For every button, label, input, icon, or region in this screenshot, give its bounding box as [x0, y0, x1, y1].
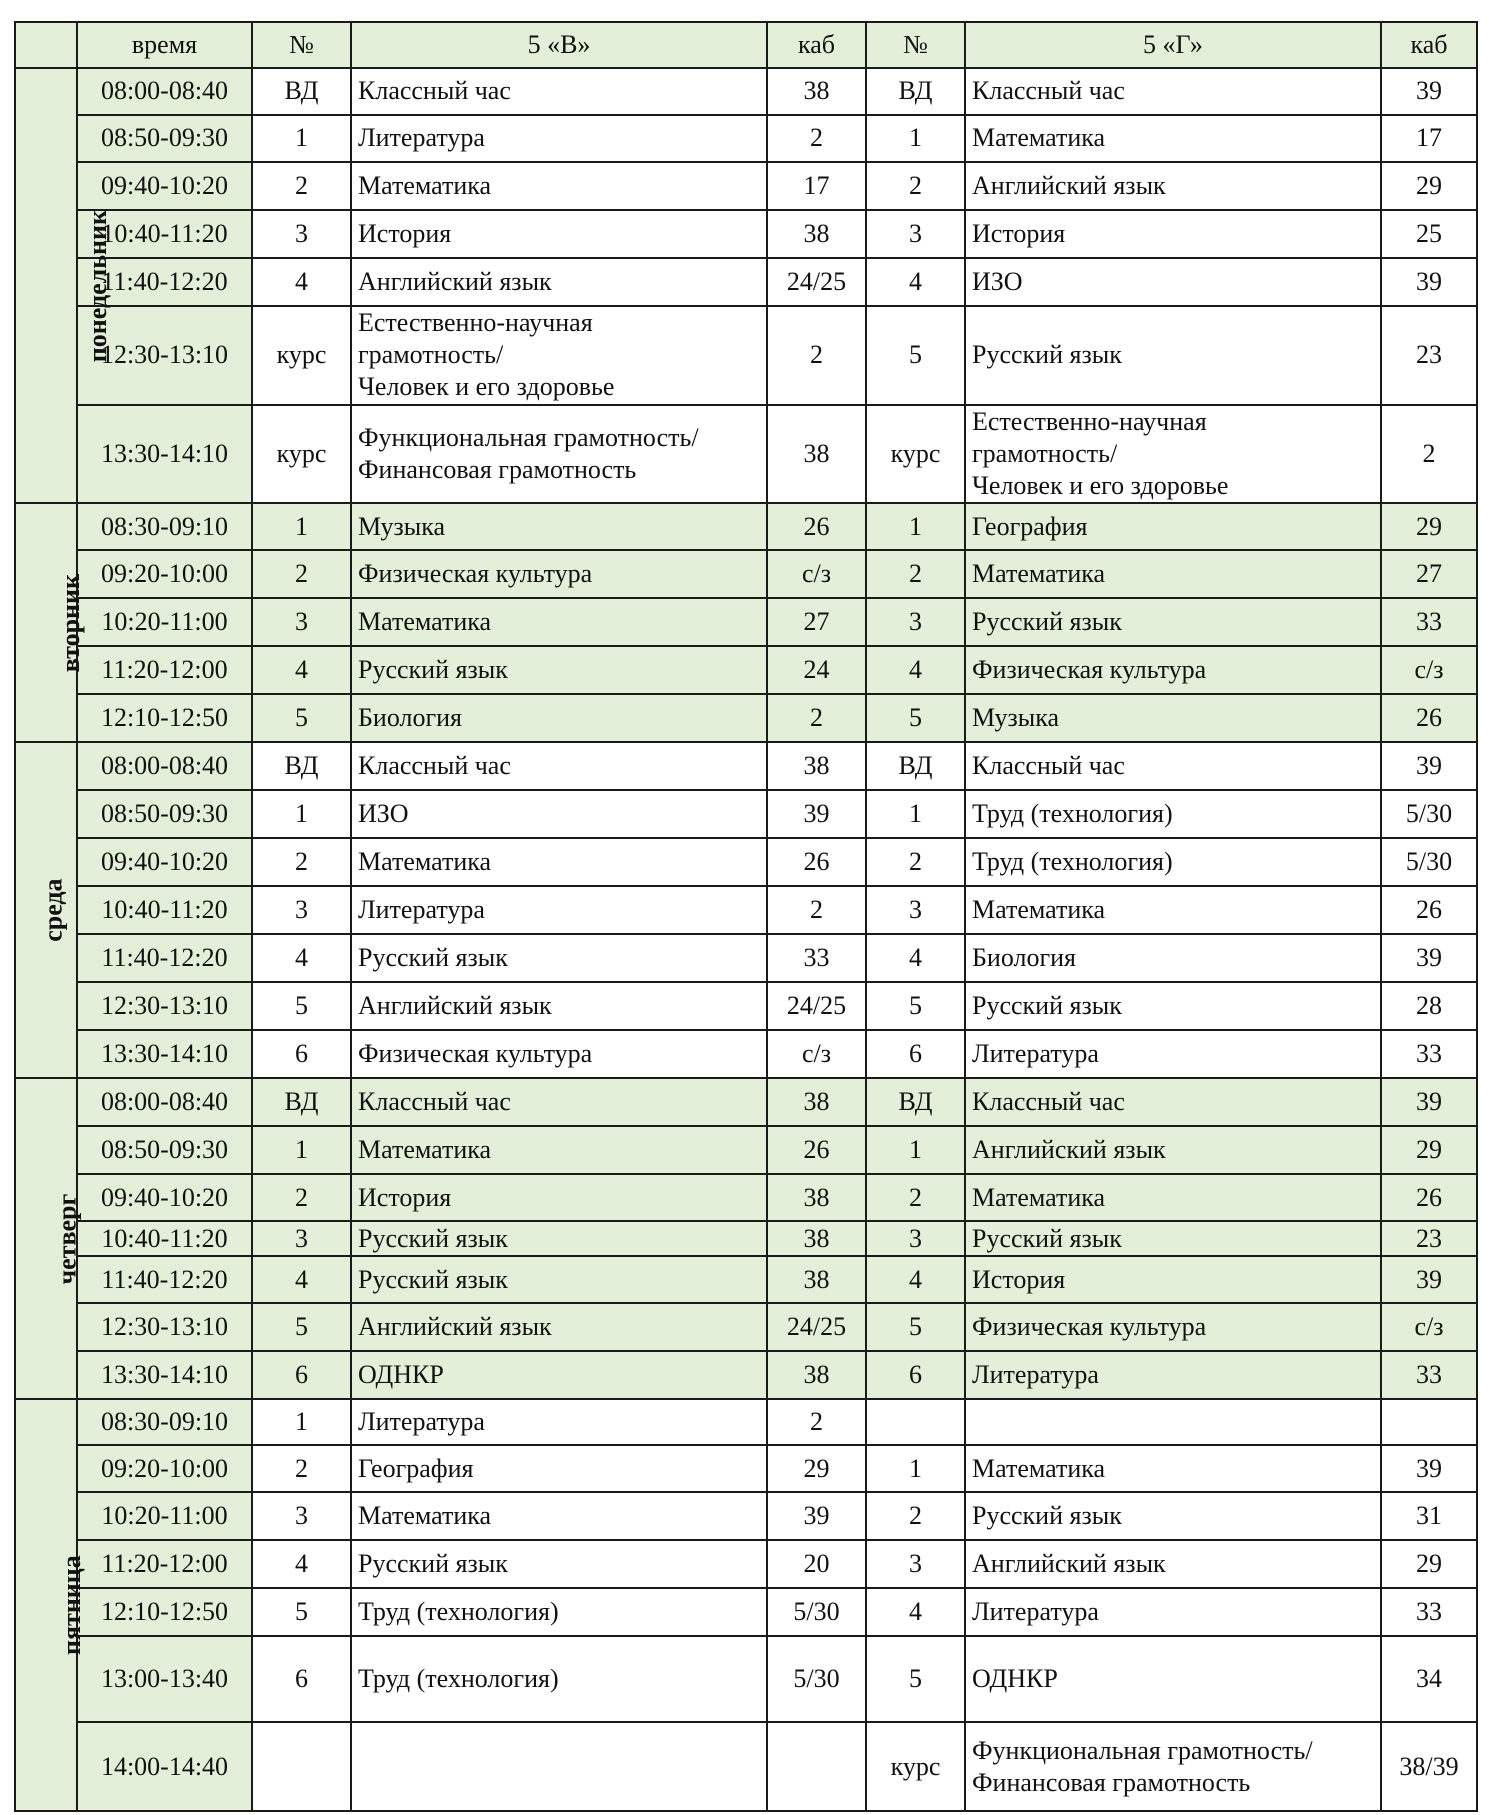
lesson-number-5v: 6: [252, 1351, 351, 1399]
time-cell: 09:40-10:20: [77, 162, 252, 210]
table-row: [15, 1492, 1477, 1540]
subject-line: Финансовая грамотность: [358, 455, 637, 485]
room-5v: 38: [767, 405, 866, 504]
subject-5v: ОДНКР: [351, 1351, 767, 1399]
header-kab-5v: каб: [767, 22, 866, 68]
lesson-number-5g: 1: [866, 1445, 965, 1492]
day-cell: [15, 68, 112, 503]
subject-5v: Русский язык: [351, 1540, 767, 1588]
time-cell: 10:40-11:20: [77, 210, 252, 258]
subject-5g: Математика: [965, 886, 1381, 934]
lesson-number-5g: 2: [866, 838, 965, 886]
room-5v: 38: [767, 1256, 866, 1303]
room-5v: 24: [767, 646, 866, 694]
lesson-number-5g: 4: [866, 258, 965, 306]
room-5v: 2: [767, 306, 866, 405]
table-row: [15, 1722, 1477, 1811]
subject-line: Финансовая грамотность: [972, 1767, 1251, 1797]
lesson-number-5v: ВД: [252, 1078, 351, 1126]
subject-5v: Английский язык: [351, 1303, 767, 1351]
lesson-number-5v: ВД: [252, 742, 351, 790]
subject-5g: Математика: [965, 550, 1381, 598]
subject-5v: [351, 306, 767, 405]
day-cell: [15, 1399, 86, 1811]
lesson-number-5v: 4: [252, 258, 351, 306]
subject-5v: [351, 405, 767, 504]
room-5v: 26: [767, 838, 866, 886]
lesson-number-5v: 5: [252, 694, 351, 742]
room-5v: 26: [767, 1126, 866, 1174]
lesson-number-5g: 4: [866, 646, 965, 694]
room-5g: 33: [1381, 598, 1477, 646]
room-5g: 39: [1381, 68, 1477, 115]
subject-5v: Литература: [351, 115, 767, 162]
room-5g: 5/30: [1381, 790, 1477, 838]
lesson-number-5v: 6: [252, 1636, 351, 1722]
room-5g: 29: [1381, 1540, 1477, 1588]
room-5g: 25: [1381, 210, 1477, 258]
table-row: [15, 886, 1477, 934]
lesson-number-5g: ВД: [866, 68, 965, 115]
subject-5v: История: [351, 210, 767, 258]
header-kab-5g: каб: [1381, 22, 1477, 68]
time-cell: 13:00-13:40: [77, 1636, 252, 1722]
lesson-number-5v: 4: [252, 646, 351, 694]
room-5g: 5/30: [1381, 838, 1477, 886]
subject-5g: [965, 1399, 1381, 1445]
time-cell: 08:30-09:10: [77, 1399, 252, 1445]
room-5g: 28: [1381, 982, 1477, 1030]
subject-5v: Русский язык: [351, 934, 767, 982]
room-5g: 38/39: [1381, 1722, 1477, 1811]
lesson-number-5g: 5: [866, 694, 965, 742]
subject-5g: Физическая культура: [965, 646, 1381, 694]
subject-5v: Литература: [351, 1399, 767, 1445]
subject-line: грамотность/: [972, 438, 1118, 468]
subject-5g: Английский язык: [965, 1126, 1381, 1174]
subject-5g: ИЗО: [965, 258, 1381, 306]
subject-5v: ИЗО: [351, 790, 767, 838]
subject-line: Естественно-научная: [972, 406, 1207, 436]
lesson-number-5g: 2: [866, 162, 965, 210]
time-cell: 12:10-12:50: [77, 694, 252, 742]
lesson-number-5g: 2: [866, 1174, 965, 1221]
table-row: [15, 1399, 1477, 1445]
table-row: [15, 115, 1477, 162]
subject-5g: История: [965, 1256, 1381, 1303]
lesson-number-5g: 3: [866, 1221, 965, 1256]
lesson-number-5v: 4: [252, 934, 351, 982]
room-5v: с/з: [767, 550, 866, 598]
room-5g: [1381, 1399, 1477, 1445]
lesson-number-5g: 4: [866, 934, 965, 982]
room-5g: 29: [1381, 162, 1477, 210]
room-5v: 38: [767, 68, 866, 115]
header-class-5v: 5 «В»: [351, 22, 767, 68]
subject-5g: Труд (технология): [965, 790, 1381, 838]
room-5v: 38: [767, 1174, 866, 1221]
schedule-table: [14, 21, 1478, 1812]
subject-5v: Физическая культура: [351, 1030, 767, 1078]
subject-5v: Музыка: [351, 503, 767, 550]
subject-5v: Литература: [351, 886, 767, 934]
subject-line: Человек и его здоровье: [972, 471, 1229, 501]
room-5g: 39: [1381, 934, 1477, 982]
subject-5g: Математика: [965, 1174, 1381, 1221]
table-row: [15, 1221, 1477, 1256]
room-5g: 26: [1381, 886, 1477, 934]
subject-5g: Классный час: [965, 68, 1381, 115]
lesson-number-5g: 2: [866, 550, 965, 598]
table-row: [15, 1540, 1477, 1588]
subject-5g: Классный час: [965, 742, 1381, 790]
subject-5g: [965, 405, 1381, 504]
lesson-number-5v: 2: [252, 1174, 351, 1221]
room-5v: 20: [767, 1540, 866, 1588]
room-5v: 24/25: [767, 258, 866, 306]
room-5v: 29: [767, 1445, 866, 1492]
time-cell: 12:30-13:10: [77, 1303, 252, 1351]
table-row: [15, 598, 1477, 646]
time-cell: 08:50-09:30: [77, 115, 252, 162]
time-cell: 09:20-10:00: [77, 550, 252, 598]
lesson-number-5v: 4: [252, 1256, 351, 1303]
room-5v: 38: [767, 1221, 866, 1256]
time-cell: 13:30-14:10: [77, 1030, 252, 1078]
subject-5v: Биология: [351, 694, 767, 742]
table-row: [15, 1126, 1477, 1174]
subject-5v: Английский язык: [351, 258, 767, 306]
subject-5v: Русский язык: [351, 1221, 767, 1256]
subject-5g: Русский язык: [965, 1492, 1381, 1540]
time-cell: 10:20-11:00: [77, 598, 252, 646]
day-label: среда: [38, 878, 68, 943]
lesson-number-5g: 3: [866, 210, 965, 258]
subject-5g: Русский язык: [965, 982, 1381, 1030]
table-row: [15, 1303, 1477, 1351]
room-5g: с/з: [1381, 646, 1477, 694]
lesson-number-5v: 5: [252, 1303, 351, 1351]
subject-5v: Труд (технология): [351, 1636, 767, 1722]
subject-5g: Английский язык: [965, 1540, 1381, 1588]
day-label: четверг: [52, 1193, 82, 1285]
lesson-number-5g: 4: [866, 1256, 965, 1303]
day-cell: [15, 503, 85, 742]
time-cell: 08:50-09:30: [77, 790, 252, 838]
header-num-5v: №: [252, 22, 351, 68]
time-cell: 08:00-08:40: [77, 742, 252, 790]
time-cell: 10:40-11:20: [77, 1221, 252, 1256]
lesson-number-5g: 1: [866, 1126, 965, 1174]
room-5g: 23: [1381, 1221, 1477, 1256]
lesson-number-5v: 1: [252, 1399, 351, 1445]
table-row: [15, 550, 1477, 598]
time-cell: 13:30-14:10: [77, 1351, 252, 1399]
room-5v: 39: [767, 790, 866, 838]
table-row: [15, 1078, 1477, 1126]
subject-line: Функциональная грамотность/: [972, 1735, 1313, 1765]
lesson-number-5v: 1: [252, 115, 351, 162]
lesson-number-5v: 2: [252, 550, 351, 598]
subject-5g: [965, 1722, 1381, 1811]
lesson-number-5g: 1: [866, 503, 965, 550]
room-5g: 33: [1381, 1351, 1477, 1399]
room-5v: 27: [767, 598, 866, 646]
room-5v: 26: [767, 503, 866, 550]
room-5g: 39: [1381, 1078, 1477, 1126]
table-row: [15, 646, 1477, 694]
table-row: [15, 934, 1477, 982]
table-row: [15, 503, 1477, 550]
table-row: [15, 405, 1477, 504]
room-5v: 39: [767, 1492, 866, 1540]
room-5v: 5/30: [767, 1588, 866, 1636]
subject-5v: Английский язык: [351, 982, 767, 1030]
room-5g: 33: [1381, 1588, 1477, 1636]
day-label: пятница: [56, 1555, 86, 1656]
lesson-number-5v: курс: [252, 405, 351, 504]
lesson-number-5v: 3: [252, 886, 351, 934]
subject-5g: Математика: [965, 1445, 1381, 1492]
lesson-number-5g: 5: [866, 1303, 965, 1351]
day-label: вторник: [56, 573, 85, 673]
lesson-number-5g: 1: [866, 790, 965, 838]
time-cell: 11:40-12:20: [77, 934, 252, 982]
subject-line: грамотность/: [358, 340, 504, 370]
lesson-number-5v: 3: [252, 1492, 351, 1540]
lesson-number-5g: 3: [866, 886, 965, 934]
subject-5g: Биология: [965, 934, 1381, 982]
lesson-number-5g: 4: [866, 1588, 965, 1636]
table-row: [15, 162, 1477, 210]
lesson-number-5v: 3: [252, 210, 351, 258]
subject-5g: Литература: [965, 1351, 1381, 1399]
room-5g: 26: [1381, 694, 1477, 742]
subject-5v: Классный час: [351, 68, 767, 115]
subject-5v: Математика: [351, 598, 767, 646]
lesson-number-5g: 6: [866, 1351, 965, 1399]
time-cell: 14:00-14:40: [77, 1722, 252, 1811]
room-5g: 33: [1381, 1030, 1477, 1078]
day-cell: [15, 1078, 82, 1399]
time-cell: 09:40-10:20: [77, 1174, 252, 1221]
lesson-number-5v: ВД: [252, 68, 351, 115]
time-cell: 10:20-11:00: [77, 1492, 252, 1540]
lesson-number-5g: 5: [866, 1636, 965, 1722]
lesson-number-5v: 2: [252, 1445, 351, 1492]
time-cell: 11:40-12:20: [77, 1256, 252, 1303]
subject-5v: Физическая культура: [351, 550, 767, 598]
room-5g: 2: [1381, 405, 1477, 504]
room-5v: 2: [767, 115, 866, 162]
lesson-number-5v: 1: [252, 503, 351, 550]
lesson-number-5v: [252, 1722, 351, 1811]
table-row: [15, 1174, 1477, 1221]
lesson-number-5g: 2: [866, 1492, 965, 1540]
time-cell: 12:30-13:10: [77, 306, 252, 405]
room-5g: 26: [1381, 1174, 1477, 1221]
subject-5g: Музыка: [965, 694, 1381, 742]
subject-5g: Труд (технология): [965, 838, 1381, 886]
subject-5v: История: [351, 1174, 767, 1221]
lesson-number-5g: 5: [866, 982, 965, 1030]
subject-5v: Русский язык: [351, 646, 767, 694]
subject-5g: Физическая культура: [965, 1303, 1381, 1351]
subject-5g: Классный час: [965, 1078, 1381, 1126]
room-5g: 31: [1381, 1492, 1477, 1540]
table-row: [15, 790, 1477, 838]
subject-5v: Математика: [351, 838, 767, 886]
room-5g: 34: [1381, 1636, 1477, 1722]
room-5g: 29: [1381, 503, 1477, 550]
table-row: [15, 1445, 1477, 1492]
subject-5v: Математика: [351, 1126, 767, 1174]
table-row: [15, 1030, 1477, 1078]
subject-5g: Русский язык: [965, 306, 1381, 405]
subject-5g: История: [965, 210, 1381, 258]
time-cell: 10:40-11:20: [77, 886, 252, 934]
subject-5g: Английский язык: [965, 162, 1381, 210]
room-5v: 5/30: [767, 1636, 866, 1722]
room-5g: 27: [1381, 550, 1477, 598]
header-time: время: [77, 22, 252, 68]
room-5v: 24/25: [767, 982, 866, 1030]
lesson-number-5g: курс: [866, 1722, 965, 1811]
lesson-number-5v: курс: [252, 306, 351, 405]
time-cell: 08:30-09:10: [77, 503, 252, 550]
subject-5v: Классный час: [351, 1078, 767, 1126]
lesson-number-5v: 1: [252, 790, 351, 838]
time-cell: 08:50-09:30: [77, 1126, 252, 1174]
subject-5g: Литература: [965, 1588, 1381, 1636]
subject-line: Функциональная грамотность/: [358, 422, 699, 452]
subject-5g: Русский язык: [965, 598, 1381, 646]
subject-5v: [351, 1722, 767, 1811]
subject-5g: Русский язык: [965, 1221, 1381, 1256]
lesson-number-5v: 2: [252, 162, 351, 210]
table-row: [15, 742, 1477, 790]
table-row: [15, 838, 1477, 886]
room-5v: 38: [767, 1351, 866, 1399]
room-5v: с/з: [767, 1030, 866, 1078]
time-cell: 12:10-12:50: [77, 1588, 252, 1636]
subject-5v: Русский язык: [351, 1256, 767, 1303]
room-5v: 2: [767, 886, 866, 934]
time-cell: 08:00-08:40: [77, 68, 252, 115]
lesson-number-5v: 1: [252, 1126, 351, 1174]
room-5v: 38: [767, 742, 866, 790]
room-5g: 29: [1381, 1126, 1477, 1174]
day-label: понедельник: [82, 209, 112, 362]
time-cell: 13:30-14:10: [77, 405, 252, 504]
table-row: [15, 306, 1477, 405]
table-row: [15, 694, 1477, 742]
subject-5g: География: [965, 503, 1381, 550]
room-5v: 33: [767, 934, 866, 982]
lesson-number-5v: 3: [252, 1221, 351, 1256]
lesson-number-5g: 5: [866, 306, 965, 405]
subject-5v: Математика: [351, 162, 767, 210]
subject-5g: Литература: [965, 1030, 1381, 1078]
schedule-body: [15, 68, 1477, 1811]
room-5v: 17: [767, 162, 866, 210]
room-5v: 2: [767, 1399, 866, 1445]
lesson-number-5g: ВД: [866, 1078, 965, 1126]
time-cell: 11:20-12:00: [77, 646, 252, 694]
lesson-number-5g: 1: [866, 115, 965, 162]
subject-5v: Классный час: [351, 742, 767, 790]
table-row: [15, 1588, 1477, 1636]
room-5g: 23: [1381, 306, 1477, 405]
lesson-number-5g: 6: [866, 1030, 965, 1078]
table-row: [15, 1636, 1477, 1722]
room-5v: 38: [767, 210, 866, 258]
header-class-5g: 5 «Г»: [965, 22, 1381, 68]
lesson-number-5g: 3: [866, 598, 965, 646]
header-num-5g: №: [866, 22, 965, 68]
table-row: [15, 982, 1477, 1030]
time-cell: 09:40-10:20: [77, 838, 252, 886]
time-cell: 08:00-08:40: [77, 1078, 252, 1126]
table-row: [15, 258, 1477, 306]
lesson-number-5v: 4: [252, 1540, 351, 1588]
room-5g: 39: [1381, 1445, 1477, 1492]
lesson-number-5v: 2: [252, 838, 351, 886]
table-row: [15, 1256, 1477, 1303]
time-cell: 11:40-12:20: [77, 258, 252, 306]
lesson-number-5g: курс: [866, 405, 965, 504]
table-row: [15, 210, 1477, 258]
lesson-number-5g: [866, 1399, 965, 1445]
lesson-number-5v: 3: [252, 598, 351, 646]
room-5v: 2: [767, 694, 866, 742]
day-cell: [15, 742, 77, 1078]
subject-5g: ОДНКР: [965, 1636, 1381, 1722]
room-5v: [767, 1722, 866, 1811]
lesson-number-5v: 5: [252, 1588, 351, 1636]
subject-5v: Математика: [351, 1492, 767, 1540]
header-row: [15, 22, 1477, 68]
lesson-number-5g: ВД: [866, 742, 965, 790]
subject-line: Человек и его здоровье: [358, 372, 615, 402]
subject-5v: География: [351, 1445, 767, 1492]
room-5g: 17: [1381, 115, 1477, 162]
room-5g: 39: [1381, 742, 1477, 790]
table-row: [15, 1351, 1477, 1399]
lesson-number-5v: 5: [252, 982, 351, 1030]
time-cell: 09:20-10:00: [77, 1445, 252, 1492]
lesson-number-5g: 3: [866, 1540, 965, 1588]
header-corner: [15, 22, 77, 68]
room-5v: 24/25: [767, 1303, 866, 1351]
lesson-number-5v: 6: [252, 1030, 351, 1078]
room-5g: 39: [1381, 258, 1477, 306]
table-row: [15, 68, 1477, 115]
time-cell: 12:30-13:10: [77, 982, 252, 1030]
subject-line: Естественно-научная: [358, 308, 593, 337]
subject-5g: Математика: [965, 115, 1381, 162]
subject-5v: Труд (технология): [351, 1588, 767, 1636]
room-5g: с/з: [1381, 1303, 1477, 1351]
time-cell: 11:20-12:00: [77, 1540, 252, 1588]
room-5g: 39: [1381, 1256, 1477, 1303]
room-5v: 38: [767, 1078, 866, 1126]
